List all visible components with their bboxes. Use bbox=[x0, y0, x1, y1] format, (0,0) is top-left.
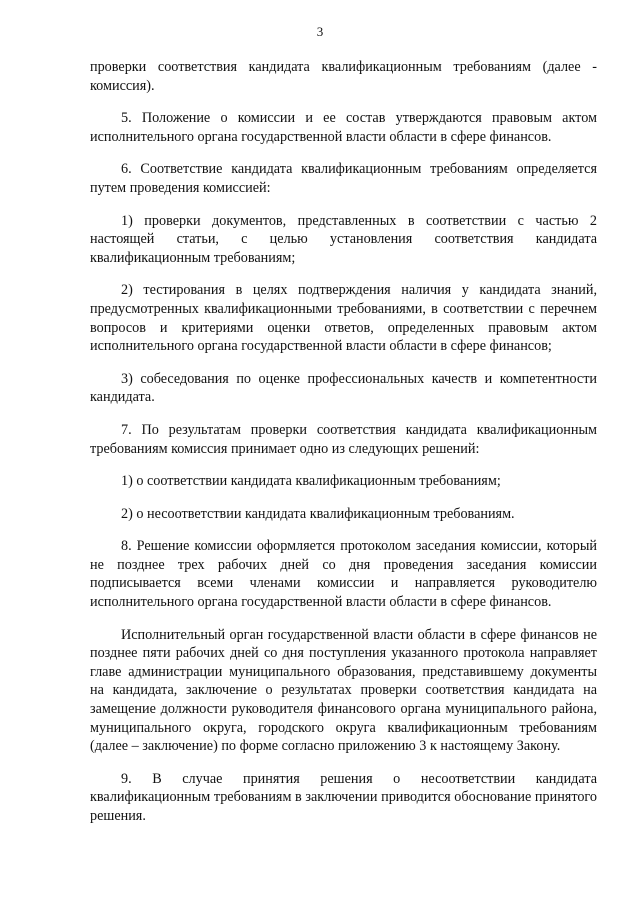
document-body bbox=[90, 58, 597, 840]
list-item-document-check: 1) проверки документов, представленных в соответствии с частью 2 настоящей статьи, с целью установления соответствия кандидата квалификационным требованиям; bbox=[90, 212, 597, 266]
list-item-compliance: 1) о соответствии кандидата квалификационным требованиям; bbox=[121, 473, 501, 490]
paragraph-8-protocol: 8. Решение комиссии оформляется протоколом заседания комиссии, который не позднее трех рабочих дней со дня проведения заседания комиссии подписывается всеми членами комиссии и направляется руководителю исполнительного органа государственной власти области в сфере финансов. bbox=[90, 538, 597, 611]
paragraph-conclusion: Исполнительный орган государственной власти области в сфере финансов не позднее пяти рабочих дней со дня поступления указанного протокола направляет главе администрации муниципального образования, представившему документы на кандидата, заключение о результатах проверки соответствия кандидата на замещение должности руководителя финансового органа муниципального района, муниципального округа, городского округа квалификационным требованиям (далее – заключение) по форме согласно приложению 3 к настоящему Закону. bbox=[90, 626, 597, 755]
list-item-interview: 3) собеседования по оценке профессиональных качеств и компетентности кандидата. bbox=[90, 370, 597, 406]
paragraph-9-justification: 9. В случае принятия решения о несоответствии кандидата квалификационным требованиям в заключении приводится обоснование принятого решения. bbox=[90, 770, 597, 824]
paragraph-7-commission-decisions: 7. По результатам проверки соответствия кандидата квалификационным требованиям комиссия принимает одно из следующих решений: bbox=[90, 421, 597, 457]
list-item-testing: 2) тестирования в целях подтверждения наличия у кандидата знаний, предусмотренных квалификационными требованиями, в соответствии с перечнем вопросов и критериями оценки ответов, определенных правовым актом исполнительного органа государственной власти области в сфере финансов; bbox=[90, 282, 597, 355]
paragraph-5-commission-regulation: 5. Положение о комиссии и ее состав утверждаются правовым актом исполнительного органа государственной власти области в сфере финансов. bbox=[90, 110, 597, 145]
list-item-non-compliance: 2) о несоответствии кандидата квалификационным требованиям. bbox=[121, 505, 515, 522]
paragraph-commission-definition: проверки соответствия кандидата квалификационным требованиям (далее - комиссия). bbox=[90, 59, 597, 94]
paragraph-6-compliance-procedure: 6. Соответствие кандидата квалификационным требованиям определяется путем проведения комиссией: bbox=[90, 161, 597, 196]
page-number: 3 bbox=[316, 24, 324, 39]
